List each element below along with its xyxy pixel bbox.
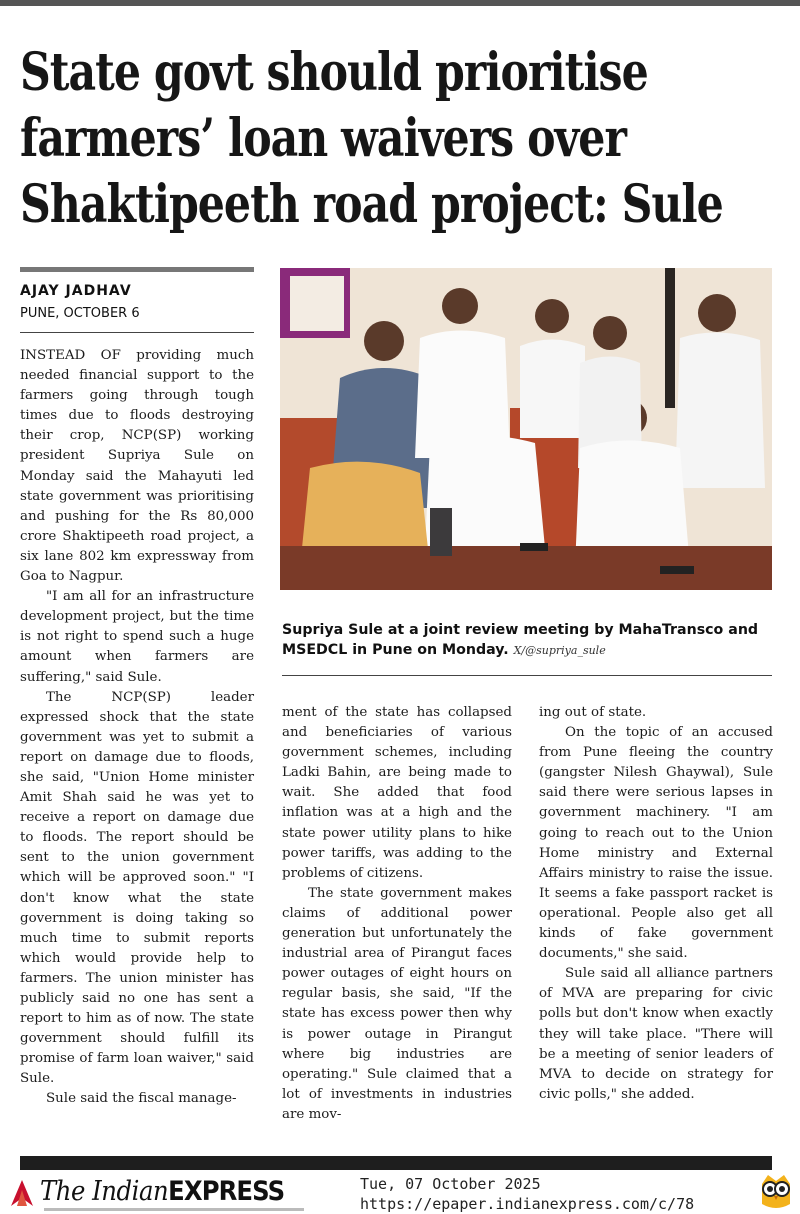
newspaper-logo [8,1174,348,1212]
caption-text: Supriya Sule at a joint review meeting by MahaTransco and MSEDCL in Pune on Monday. [282,622,759,658]
bottom-bar [20,1156,772,1170]
byline: AJAY JADHAV [20,283,132,299]
photo-credit: X/@supriya_sule [513,644,606,657]
caption-rule [282,675,772,676]
edition-date: Tue, 07 October 2025 [360,1175,541,1193]
photo-illustration [280,268,772,590]
article-column-2 [282,703,512,1125]
byline-rule [20,267,254,272]
paragraph: INSTEAD OF providing much needed financial support to the farmers going through tough times due to floods destroying their crop, NCP(SP) working president Supriya Sule on Monday said the Mahayuti led state government was prioritising and pushing for the Rs 80,000 crore Shaktipeeth road project, a six lane 802 km expressway from Goa to Nagpur. [20,348,254,585]
paragraph: The NCP(SP) leader expressed shock that the state government was yet to submit a report on damage due to floods, she said, "Union Home minister Amit Shah said he was yet to receive a report on damage due to floods. The report should be sent to the union government which will be approved soon." "I don't know what the state government is doing taking so much time to submit reports which would provide help to farmers. The union minister has publicly said no one has sent a report to him as of now. The state government should fulfill its promise of farm loan waiver," said Sule. [20,689,254,1087]
headline-line-2: farmers’ loan waivers over [20,108,626,169]
article-column-3 [539,703,773,1105]
paragraph: Sule said all alliance partners of MVA are preparing for civic polls but don't know when exactly they will take place. "There will be a meeting of senior leaders of MVA to decide on strategy for civic polls," she added. [539,966,773,1102]
flame-icon [8,1178,36,1208]
paragraph: "I am all for an infrastructure development project, but the time is not right to spend such a huge amount when farmers are suffering," said Sule. [20,589,254,685]
epaper-url[interactable]: https://epaper.indianexpress.com/c/78 [360,1195,695,1213]
logo-the-indian: The Indian [40,1176,169,1207]
paragraph: On the topic of an accused from Pune fleeing the country (gangster Nilesh Ghaywal), Sule said there were serious lapses in government machinery. "I am going to reach out to the Union Home ministry and External Affairs ministry to raise the issue. It seems a fake passport racket is operational. People also get all kinds of fake government documents," she said. [539,725,773,962]
article-column-1 [20,346,254,1110]
dateline-rule [20,332,254,333]
logo-underline [44,1208,304,1211]
headline-line-1: State govt should prioritise [20,42,648,103]
owl-icon [756,1172,796,1212]
meeting-photo [280,268,772,590]
paragraph: The state government makes claims of additional power generation but unfortunately the industrial area of Pirangut faces power outages of eight hours on regular basis, she said, "If the state has excess power then why is power outage in Pirangut where big industries are operating." Sule claimed that a lot of investments in industries are mov- [282,885,512,1122]
paragraph: ment of the state has collapsed and beneficiaries of various government schemes, including Ladki Bahin, are being made to wait. She added that food inflation was at a high and the state power utility plans to hike power tariffs, was adding to the problems of citizens. [282,705,512,881]
headline [20,40,723,238]
logo-wordmark [40,1176,284,1207]
paragraph: Sule said the fiscal manage- [46,1091,237,1107]
logo-express: EXPRESS [168,1176,285,1207]
top-rule [0,0,800,6]
photo-caption [282,620,772,661]
paragraph: ing out of state. [539,705,647,720]
headline-line-3: Shaktipeeth road project: Sule [20,174,723,235]
dateline: PUNE, OCTOBER 6 [20,306,140,321]
